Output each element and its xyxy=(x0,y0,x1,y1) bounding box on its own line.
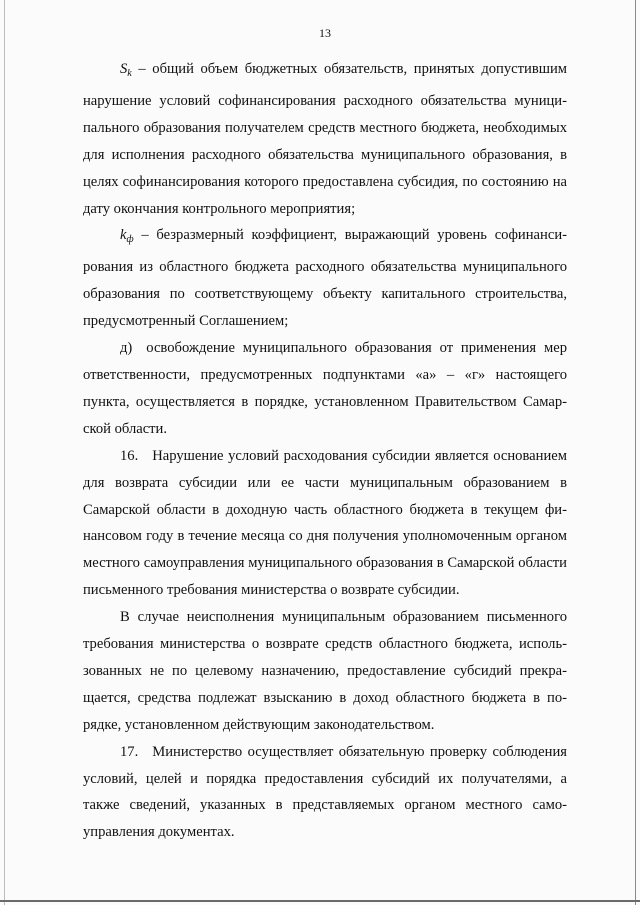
list-marker: д) xyxy=(120,340,133,357)
paragraph-text: – безразмерный коэффициент, выражающий уровень софинансирования из областного бюджета расходного обязательства муниципального образования по соответствующему объекту капитального строительства, предусмотренный Соглашением; xyxy=(83,227,567,330)
paragraph-text: В случае неисполнения муниципальным образованием письменного требования министерства о возврате средств областного бюджета, использованных не по целевому назначению, предоставление субсидий прекращается, средства подлежат взысканию в доход областного бюджета в порядке, установленном действующим законодательством. xyxy=(83,609,567,733)
paragraph-item-16 xyxy=(83,443,567,604)
list-marker: 17. xyxy=(120,743,139,760)
list-marker: 16. xyxy=(120,447,139,464)
paragraph-text: Министерство осуществляет обязательную проверку соблюдения условий, целей и порядка предоставления субсидий их получателями, а также сведений, указанных в представляемых органом местного самоуправления документах. xyxy=(83,743,567,841)
page-edge-left xyxy=(4,0,5,905)
paragraph-text: – общий объем бюджетных обязательств, принятых допустившим нарушение условий софинансирования расходного обязательства муниципального образования получателем средств местного бюджета, необходимых для исполнения расходного обязательства муниципального образования, в целях софинансирования которого предоставлена субсидия, по состоянию на дату окончания контрольного мероприятия; xyxy=(83,61,567,217)
paragraph-kf-definition xyxy=(83,222,567,335)
paragraph-text: освобождение муниципального образования от применения мер ответственности, предусмотренных подпунктами «а» – «г» настоящего пункта, осуществляется в порядке, установленном Правительством Самарской области. xyxy=(83,340,567,437)
paragraph-item-17 xyxy=(83,739,567,847)
page-edge-bottom xyxy=(0,900,640,902)
page-number: 13 xyxy=(319,26,331,40)
formula-subscript: ф xyxy=(126,234,134,246)
formula-symbol: S xyxy=(120,61,128,77)
paragraph-sk-definition xyxy=(83,56,567,222)
page-edge-right xyxy=(635,0,636,905)
paragraph-refund-case xyxy=(83,604,567,739)
formula-symbol: k xyxy=(120,227,127,244)
paragraph-text: Нарушение условий расходования субсидии является основанием для возврата субсидии или ее части муниципальным образованием в Самарской области в доходную часть областного бюджета в текущем финансовом году в течение месяца со дня получения уполномоченным органом местного самоуправления муниципального образования в Самарской области письменного требования министерства о возврате субсидии. xyxy=(83,447,567,599)
formula-subscript: k xyxy=(127,68,132,79)
document-body xyxy=(83,56,567,846)
paragraph-item-d xyxy=(83,335,567,443)
